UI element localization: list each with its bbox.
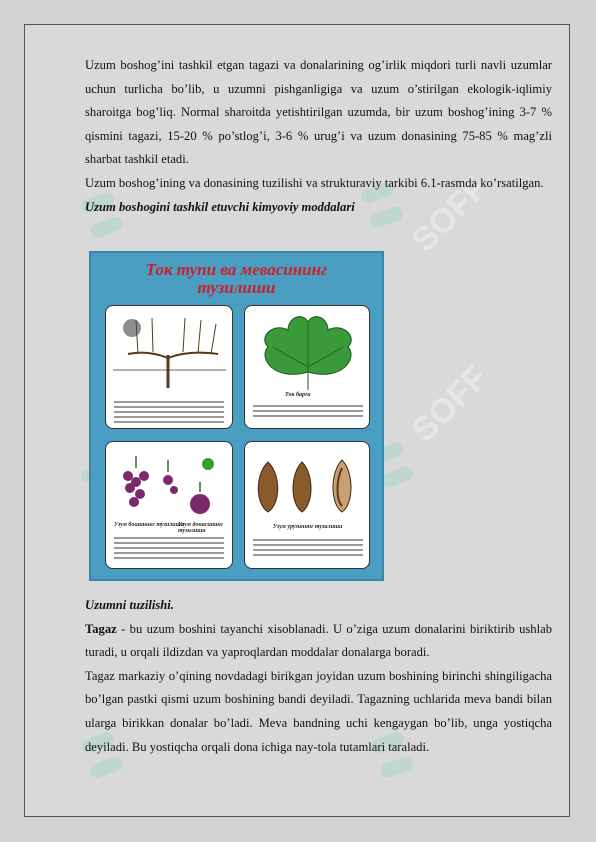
panel-label: Ток барги — [285, 392, 311, 398]
vine-panel — [105, 305, 233, 429]
seed-panel — [244, 441, 370, 569]
panel-label: Узум донасининг тузилиши — [178, 522, 223, 534]
cluster-panel — [105, 441, 233, 569]
top-text — [85, 54, 552, 219]
watermark: SOFF — [404, 168, 496, 260]
grape-cluster-icon — [108, 446, 232, 522]
legend — [114, 534, 224, 562]
legend — [114, 398, 224, 426]
watermark: SOFF — [404, 358, 496, 450]
panel-label: Узум бошининг тузилиши — [114, 522, 184, 528]
leaf-panel — [244, 305, 370, 429]
figure-caption: Uzum boshogini tashkil etuvchi kimyoviy moddalari — [85, 199, 355, 214]
term: Tagaz — [85, 621, 117, 636]
vine-icon — [108, 310, 232, 390]
paragraph: Uzum boshog’ining va donasining tuzilishi va strukturaviy tarkibi 6.1-rasmda ko’rsatilgan. — [85, 175, 544, 190]
figure-title: Ток тупи ва мевасининг тузилиши — [145, 260, 328, 297]
grape-seed-icon — [250, 454, 366, 518]
paragraph: Tagaz markaziy o’qining novdadagi birikgan joyidan uzum boshining birinchi shingiligacha bo’lgan pastki qismi uzum boshining bandi deyiladi. Tagazning uchlarida meva bandi bilan ularga birikkan donalar bo’ladi. Meva bandning uchi kengaygan bo’lib, unga yostiqcha deyiladi. Bu yostiqcha orqali dona ichiga nay-tola tutamlari taraladi. — [85, 668, 552, 754]
grapevine-figure — [89, 251, 384, 581]
legend — [253, 536, 363, 559]
leaf-icon — [253, 312, 363, 392]
section-title: Uzumni tuzilishi. — [85, 598, 174, 612]
legend — [253, 402, 363, 420]
panel-label: Узум уруғининг тузилиши — [273, 524, 343, 530]
paragraph: Uzum boshog’ini tashkil etgan tagazi va donalarining og’irlik miqdori turli navli uzumlar uchun turlicha bo’lib, u uzumni pishganligiga va uzum o’stirilgan ekologik-iqlimiy sharoitga bog’liq. Normal sharoitda yetishtirilgan uzumda, bir uzum boshog’ining 3-7 % qismini tagazi, 15-20 % po’stlog’i, 3-6 % urug’i va uzum donasining 75-85 % mag’zli sharbat tashkil etadi. — [85, 58, 552, 167]
bottom-text — [85, 594, 552, 759]
paragraph: Tagaz - bu uzum boshini tayanchi xisoblanadi. U o’ziga uzum donalarini biriktirib ushlab turadi, u orqali ildizdan va yaproqlardan moddalar donalarga boradi. — [85, 621, 552, 660]
